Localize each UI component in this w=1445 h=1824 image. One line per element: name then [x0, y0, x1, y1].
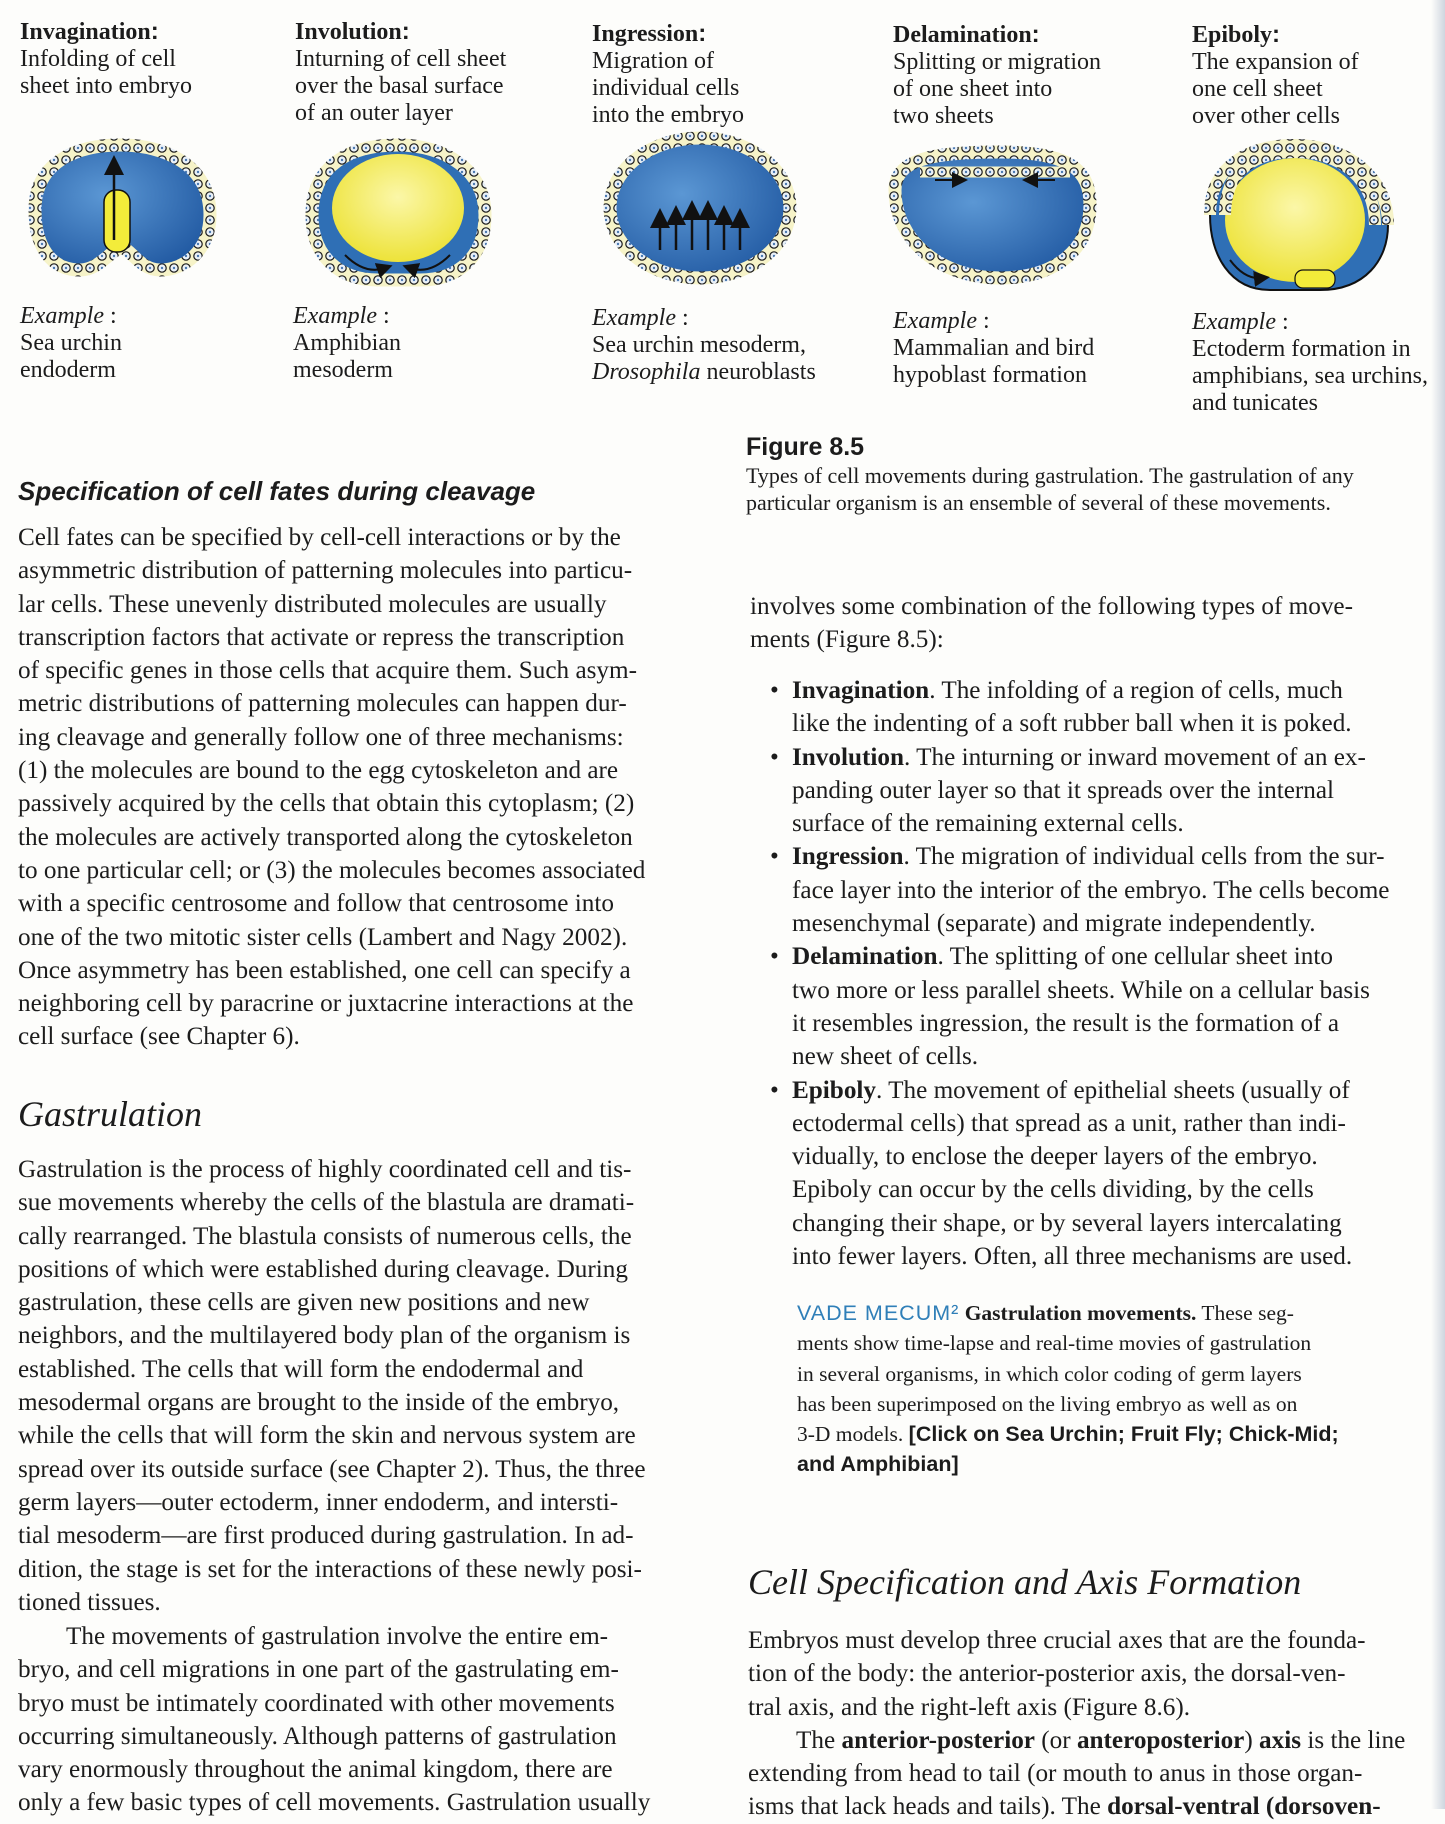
vade-mecum-link-cont[interactable]: and Amphibian]	[797, 1452, 959, 1477]
panel-invagination-heading: Invagination: Infolding of cell sheet into embryo	[20, 18, 192, 99]
bullet-list	[760, 674, 1430, 1273]
panel-ingression-heading: Ingression: Migration of individual cells into the embryo	[592, 20, 744, 128]
vade-mecum-tag: VADE MECUM²	[797, 1301, 960, 1325]
paragraph-intro: involves some combination of the following types of move- ments (Figure 8.5):	[750, 593, 1353, 654]
page-edge-shadow	[1431, 0, 1445, 1809]
example-invagination: Example : Sea urchin endoderm	[20, 303, 122, 383]
invagination-embryo	[35, 145, 210, 270]
epiboly-embryo	[1210, 145, 1388, 290]
example-involution: Example : Amphibian mesoderm	[293, 303, 401, 383]
delamination-embryo	[895, 152, 1090, 278]
figure-caption-title: Figure 8.5	[746, 433, 865, 461]
panel-delamination-heading: Delamination: Splitting or migration of one sheet into two sheets	[893, 21, 1101, 129]
example-epiboly: Example : Ectoderm formation in amphibians, sea urchins, and tunicates	[1192, 309, 1428, 416]
involution-embryo	[312, 145, 485, 280]
panel-involution-heading: Involution: Inturning of cell sheet over the basal surface of an outer layer	[295, 18, 507, 126]
bullet-ingression: • Ingression. The migration of individual cells from the sur- face layer into the interior of the embryo. The cells become mesenchymal (separate) and migrate independently.	[770, 843, 1390, 938]
bullet-epiboly: • Epiboly. The movement of epithelial sheets (usually of ectodermal cells) that spread as a unit, rather than indi- vidually, to enclose the deeper layers of the embryo. Epiboly can occur by the cells dividing, by the cells changing their shape, or by several layers intercalating into fewer layers. Often, all three mechanisms are used.	[770, 1076, 1353, 1271]
example-delamination: Example : Mammalian and bird hypoblast formation	[893, 308, 1095, 388]
vade-mecum-box: VADE MECUM² Gastrulation movements. These seg- ments show time-lapse and real-time movies of gastrulation in several organisms, in which color coding of germ layers has been superimposed on the living embryo as well as on 3-D models. [Click on Sea Urchin; Fruit Fly; Chick-Mid; and Amphibian]	[797, 1298, 1417, 1480]
ingression-embryo	[610, 138, 790, 278]
paragraph-axes: Embryos must develop three crucial axes that are the founda- tion of the body: the anterior-posterior axis, the dorsal-ven- tral axis, and the right-left axis (Figure 8.6). The anterior-posterior (or anteroposterior) axis is the line extending from head to tail (or mouth to anus in those organ- isms that lack heads and tails). The dorsal-ventral (dorsoven-	[748, 1627, 1406, 1821]
figure-caption-text: Types of cell movements during gastrulation. The gastrulation of any particular organism is an ensemble of several of these movements.	[746, 463, 1354, 515]
bullet-delamination: • Delamination. The splitting of one cellular sheet into two more or less parallel sheets. While on a cellular basis it resembles ingression, the result is the formation of a new sheet of cells.	[770, 943, 1370, 1071]
subheading-cleavage: Specification of cell fates during cleavage	[18, 476, 536, 506]
vade-mecum-link[interactable]: [Click on Sea Urchin; Fruit Fly; Chick-Mid;	[908, 1422, 1339, 1447]
example-ingression: Example : Sea urchin mesoderm, Drosophila neuroblasts	[592, 305, 816, 385]
heading-cell-specification: Cell Specification and Axis Formation	[748, 1562, 1302, 1602]
paragraph-gastrulation: Gastrulation is the process of highly coordinated cell and tis- sue movements whereby the cells of the blastula are dramati- cally rearranged. The blastula consists of numerous cells, the positions of which were established during cleavage. During gastrulation, these cells are given new positions and new neighbors, and the multilayered body plan of the organism is established. The cells that will form the endodermal and mesodermal organs are brought to the inside of the embryo, while the cells that will form the skin and nervous system are spread over its outside surface (see Chapter 2). Thus, the three germ layers—outer ectoderm, inner endoderm, and intersti- tial mesoderm—are first produced during gastrulation. In ad- dition, the stage is set for the interactions of these newly posi- tioned tissues.	[18, 1156, 646, 1616]
heading-gastrulation: Gastrulation	[18, 1094, 203, 1134]
paragraph-movements: The movements of gastrulation involve the entire em- bryo, and cell migrations in one part of the gastrulating em- bryo must be intimately coordinated with other movements occurring simultaneously. Although patterns of gastrulation vary enormously throughout the animal kingdom, there are only a few basic types of cell movements. Gastrulation usually	[18, 1623, 651, 1817]
paragraph-cell-fates: Cell fates can be specified by cell-cell interactions or by the asymmetric distribution of patterning molecules into particu- lar cells. These unevenly distributed molecules are usually transcription factors that activate or repress the transcription of specific genes in those cells that acquire them. Such asym- metric distributions of patterning molecules can happen dur- ing cleavage and generally follow one of three mechanisms: (1) the molecules are bound to the egg cytoskeleton and are passively acquired by the cells that obtain this cytoplasm; (2) the molecules are actively transported along the cytoskeleton to one particular cell; or (3) the molecules becomes associated with a specific centrosome and follow that centrosome into one of the two mitotic sister cells (Lambert and Nagy 2002). Once asymmetry has been established, one cell can specify a neighboring cell by paracrine or juxtacrine interactions at the cell surface (see Chapter 6).	[18, 524, 646, 1051]
panel-epiboly-heading: Epiboly: The expansion of one cell sheet over other cells	[1192, 21, 1359, 129]
bullet-involution: • Involution. The inturning or inward movement of an ex- panding outer layer so that it spreads over the internal surface of the remaining external cells.	[770, 743, 1366, 838]
bullet-invagination: • Invagination. The infolding of a region of cells, much like the indenting of a soft rubber ball when it is poked.	[770, 677, 1352, 738]
embryo-illustrations	[0, 130, 1445, 300]
